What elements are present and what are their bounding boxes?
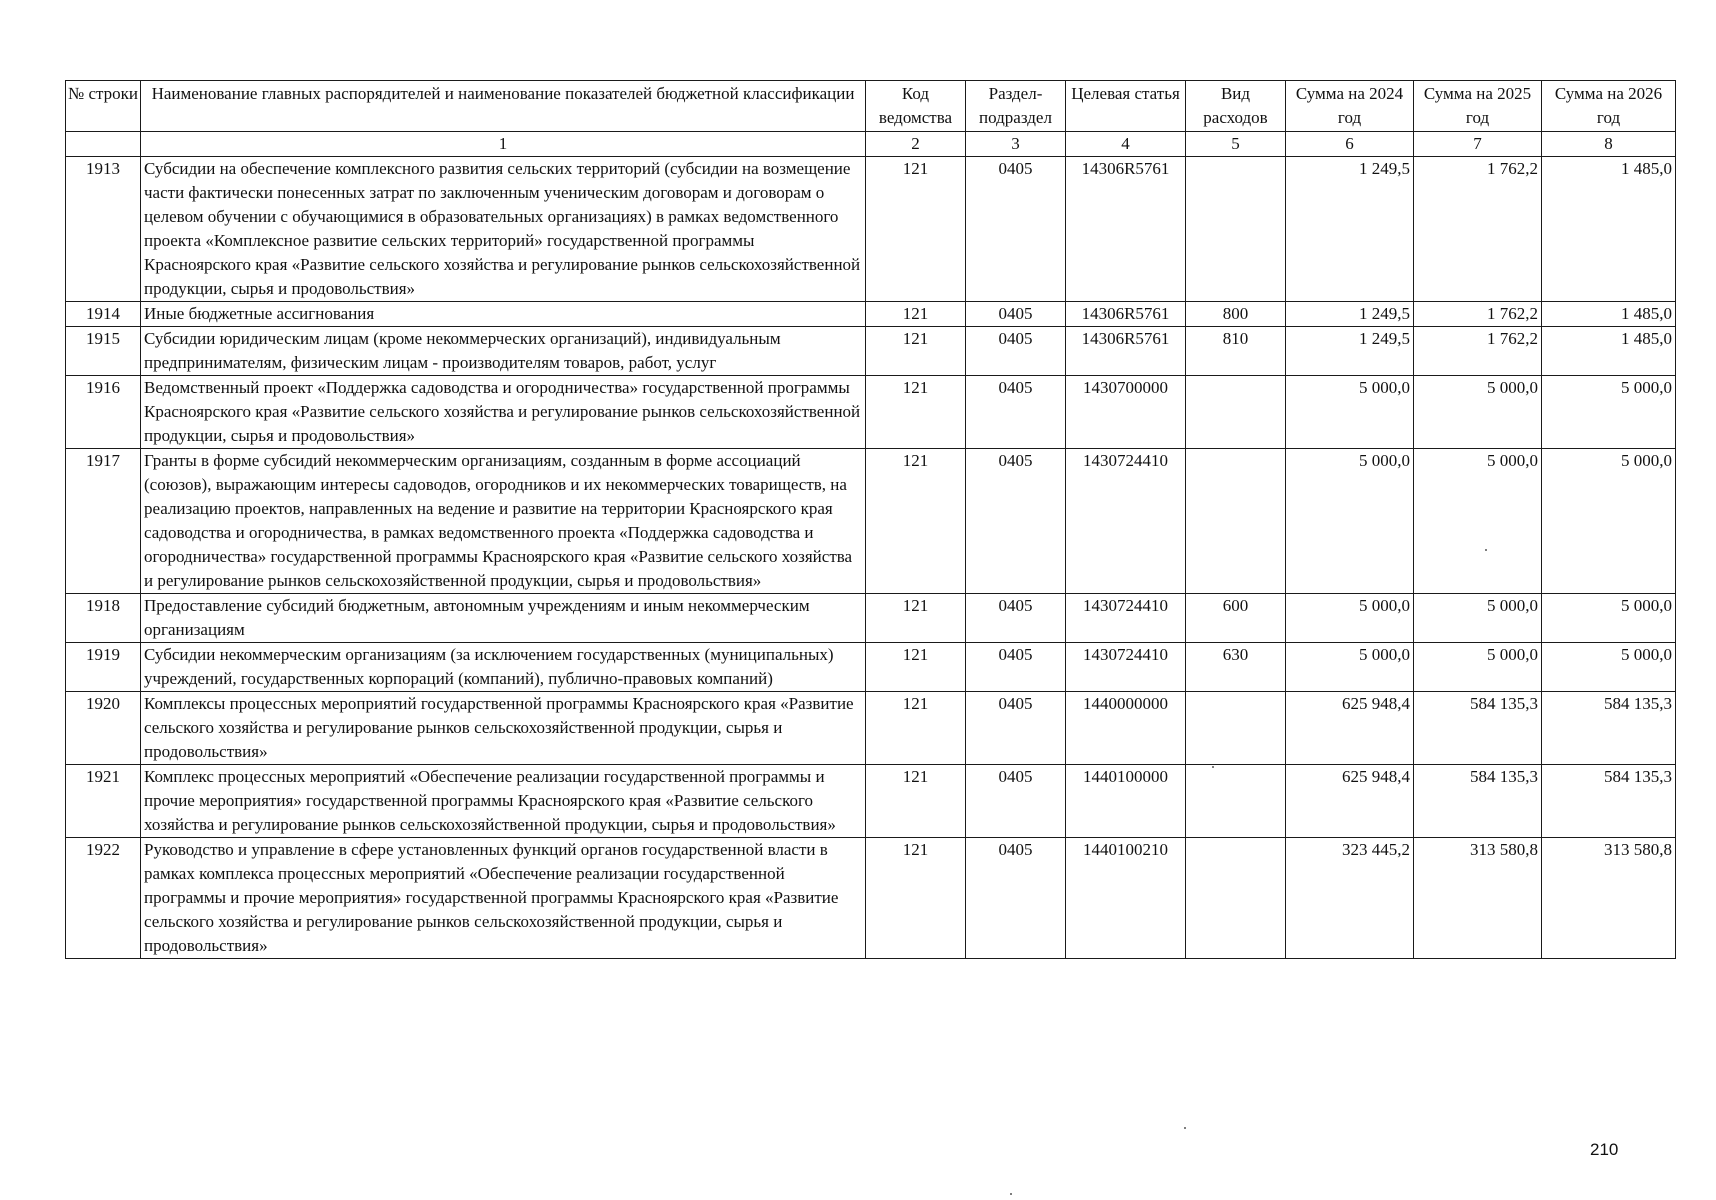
table-row xyxy=(66,376,1676,449)
row-sum-2025: 1 762,2 xyxy=(1414,157,1542,302)
row-name: Руководство и управление в сфере установленных функций органов государственной власти в рамках комплекса процессных мероприятий «Обеспечение реализации государственной программы и прочие мероприятия» государственной программы Красноярского края «Развитие сельского хозяйства и регулирование рынков сельскохозяйственной продукции, сырья и продовольствия» xyxy=(141,838,866,959)
row-dept-code: 121 xyxy=(866,838,966,959)
row-section: 0405 xyxy=(966,302,1066,327)
table-row xyxy=(66,765,1676,838)
row-sum-2025: 5 000,0 xyxy=(1414,449,1542,594)
row-name: Предоставление субсидий бюджетным, автономным учреждениям и иным некоммерческим организациям xyxy=(141,594,866,643)
table-row xyxy=(66,327,1676,376)
row-name: Гранты в форме субсидий некоммерческим организациям, созданным в форме ассоциаций (союзов), выражающим интересы садоводов, огородников и их некоммерческих товариществ, на реализацию проектов, направленных на ведение и развитие на территории Красноярского края садоводства и огородничества, в рамках ведомственного проекта «Поддержка садоводства и огородничества» государственной программы Красноярского края «Развитие сельского хозяйства и регулирование рынков сельскохозяйственной продукции, сырья и продовольствия» xyxy=(141,449,866,594)
page-number: 210 xyxy=(1590,1140,1619,1159)
row-target-article: 1440100000 xyxy=(1066,765,1186,838)
row-target-article: 14306R5761 xyxy=(1066,327,1186,376)
row-expense-type xyxy=(1186,692,1286,765)
row-expense-type xyxy=(1186,376,1286,449)
table-row xyxy=(66,302,1676,327)
row-dept-code: 121 xyxy=(866,157,966,302)
column-number: 5 xyxy=(1186,132,1286,157)
row-name: Комплекс процессных мероприятий «Обеспечение реализации государственной программы и прочие мероприятия» государственной программы Красноярского края «Развитие сельского хозяйства и регулирование рынков сельскохозяйственной продукции, сырья и продовольствия» xyxy=(141,765,866,838)
row-dept-code: 121 xyxy=(866,692,966,765)
header-expense-type: Вид расходов xyxy=(1186,81,1286,132)
row-expense-type xyxy=(1186,838,1286,959)
table-header-row xyxy=(66,81,1676,132)
row-name: Ведомственный проект «Поддержка садоводства и огородничества» государственной программы Красноярского края «Развитие сельского хозяйства и регулирование рынков сельскохозяйственной продукции, сырья и продовольствия» xyxy=(141,376,866,449)
scan-speck xyxy=(1184,1127,1186,1129)
row-dept-code: 121 xyxy=(866,643,966,692)
row-target-article: 1430724410 xyxy=(1066,643,1186,692)
row-section: 0405 xyxy=(966,327,1066,376)
row-name: Иные бюджетные ассигнования xyxy=(141,302,866,327)
row-number: 1917 xyxy=(66,449,141,594)
row-target-article: 1440000000 xyxy=(1066,692,1186,765)
row-sum-2024: 5 000,0 xyxy=(1286,594,1414,643)
row-section: 0405 xyxy=(966,449,1066,594)
row-number: 1915 xyxy=(66,327,141,376)
row-sum-2026: 5 000,0 xyxy=(1542,594,1676,643)
row-sum-2026: 5 000,0 xyxy=(1542,643,1676,692)
row-sum-2026: 5 000,0 xyxy=(1542,449,1676,594)
row-expense-type: 800 xyxy=(1186,302,1286,327)
header-row-number: № строки xyxy=(66,81,141,132)
header-section: Раздел-подраздел xyxy=(966,81,1066,132)
header-sum-2024: Сумма на 2024 год xyxy=(1286,81,1414,132)
row-sum-2024: 5 000,0 xyxy=(1286,376,1414,449)
row-number: 1920 xyxy=(66,692,141,765)
row-sum-2025: 5 000,0 xyxy=(1414,376,1542,449)
row-number: 1916 xyxy=(66,376,141,449)
table-row xyxy=(66,643,1676,692)
row-dept-code: 121 xyxy=(866,327,966,376)
row-sum-2024: 625 948,4 xyxy=(1286,765,1414,838)
column-number xyxy=(66,132,141,157)
scan-speck xyxy=(1485,549,1487,551)
row-sum-2024: 5 000,0 xyxy=(1286,643,1414,692)
row-expense-type xyxy=(1186,449,1286,594)
row-sum-2026: 1 485,0 xyxy=(1542,327,1676,376)
column-number: 1 xyxy=(141,132,866,157)
table-row xyxy=(66,692,1676,765)
row-section: 0405 xyxy=(966,838,1066,959)
table-row xyxy=(66,838,1676,959)
row-sum-2024: 1 249,5 xyxy=(1286,327,1414,376)
row-number: 1922 xyxy=(66,838,141,959)
header-sum-2026: Сумма на 2026 год xyxy=(1542,81,1676,132)
row-section: 0405 xyxy=(966,643,1066,692)
row-section: 0405 xyxy=(966,765,1066,838)
row-section: 0405 xyxy=(966,692,1066,765)
row-number: 1913 xyxy=(66,157,141,302)
row-expense-type xyxy=(1186,765,1286,838)
row-expense-type: 810 xyxy=(1186,327,1286,376)
scan-speck xyxy=(1212,766,1214,768)
column-number: 7 xyxy=(1414,132,1542,157)
row-sum-2026: 584 135,3 xyxy=(1542,765,1676,838)
row-dept-code: 121 xyxy=(866,765,966,838)
row-section: 0405 xyxy=(966,157,1066,302)
table-row xyxy=(66,594,1676,643)
row-sum-2026: 313 580,8 xyxy=(1542,838,1676,959)
row-sum-2026: 584 135,3 xyxy=(1542,692,1676,765)
row-expense-type: 630 xyxy=(1186,643,1286,692)
row-sum-2024: 1 249,5 xyxy=(1286,157,1414,302)
row-sum-2025: 1 762,2 xyxy=(1414,302,1542,327)
column-number: 4 xyxy=(1066,132,1186,157)
column-number: 8 xyxy=(1542,132,1676,157)
row-expense-type: 600 xyxy=(1186,594,1286,643)
table-row xyxy=(66,449,1676,594)
row-sum-2025: 313 580,8 xyxy=(1414,838,1542,959)
row-sum-2024: 1 249,5 xyxy=(1286,302,1414,327)
row-sum-2024: 625 948,4 xyxy=(1286,692,1414,765)
row-sum-2025: 5 000,0 xyxy=(1414,643,1542,692)
column-number: 2 xyxy=(866,132,966,157)
header-name: Наименование главных распорядителей и наименование показателей бюджетной классификации xyxy=(141,81,866,132)
row-dept-code: 121 xyxy=(866,594,966,643)
header-target-article: Целевая статья xyxy=(1066,81,1186,132)
row-sum-2024: 5 000,0 xyxy=(1286,449,1414,594)
row-expense-type xyxy=(1186,157,1286,302)
row-sum-2025: 1 762,2 xyxy=(1414,327,1542,376)
row-name: Комплексы процессных мероприятий государственной программы Красноярского края «Развитие сельского хозяйства и регулирование рынков сельскохозяйственной продукции, сырья и продовольствия» xyxy=(141,692,866,765)
budget-table xyxy=(65,80,1676,959)
table-body xyxy=(66,157,1676,959)
row-dept-code: 121 xyxy=(866,302,966,327)
row-sum-2025: 584 135,3 xyxy=(1414,765,1542,838)
row-sum-2025: 584 135,3 xyxy=(1414,692,1542,765)
row-dept-code: 121 xyxy=(866,449,966,594)
column-number: 6 xyxy=(1286,132,1414,157)
header-dept-code: Код ведомства xyxy=(866,81,966,132)
header-sum-2025: Сумма на 2025 год xyxy=(1414,81,1542,132)
row-dept-code: 121 xyxy=(866,376,966,449)
row-target-article: 1440100210 xyxy=(1066,838,1186,959)
row-sum-2025: 5 000,0 xyxy=(1414,594,1542,643)
row-section: 0405 xyxy=(966,376,1066,449)
row-sum-2026: 1 485,0 xyxy=(1542,302,1676,327)
row-sum-2026: 1 485,0 xyxy=(1542,157,1676,302)
row-number: 1914 xyxy=(66,302,141,327)
row-number: 1919 xyxy=(66,643,141,692)
row-target-article: 1430724410 xyxy=(1066,594,1186,643)
row-number: 1918 xyxy=(66,594,141,643)
row-sum-2024: 323 445,2 xyxy=(1286,838,1414,959)
row-sum-2026: 5 000,0 xyxy=(1542,376,1676,449)
row-target-article: 14306R5761 xyxy=(1066,157,1186,302)
row-target-article: 1430724410 xyxy=(1066,449,1186,594)
row-name: Субсидии некоммерческим организациям (за исключением государственных (муниципальных) учреждений, государственных корпораций (компаний), публично-правовых компаний) xyxy=(141,643,866,692)
row-name: Субсидии на обеспечение комплексного развития сельских территорий (субсидии на возмещение части фактически понесенных затрат по заключенным ученическим договорам и договорам о целевом обучении с обучающимися в образовательных организациях) в рамках ведомственного проекта «Комплексное развитие сельских территорий» государственной программы Красноярского края «Развитие сельского хозяйства и регулирование рынков сельскохозяйственной продукции, сырья и продовольствия» xyxy=(141,157,866,302)
row-target-article: 1430700000 xyxy=(1066,376,1186,449)
row-target-article: 14306R5761 xyxy=(1066,302,1186,327)
row-section: 0405 xyxy=(966,594,1066,643)
row-number: 1921 xyxy=(66,765,141,838)
column-number-row xyxy=(66,132,1676,157)
scan-speck xyxy=(1010,1193,1012,1195)
table-row xyxy=(66,157,1676,302)
column-number: 3 xyxy=(966,132,1066,157)
row-name: Субсидии юридическим лицам (кроме некоммерческих организаций), индивидуальным предпринимателям, физическим лицам - производителям товаров, работ, услуг xyxy=(141,327,866,376)
